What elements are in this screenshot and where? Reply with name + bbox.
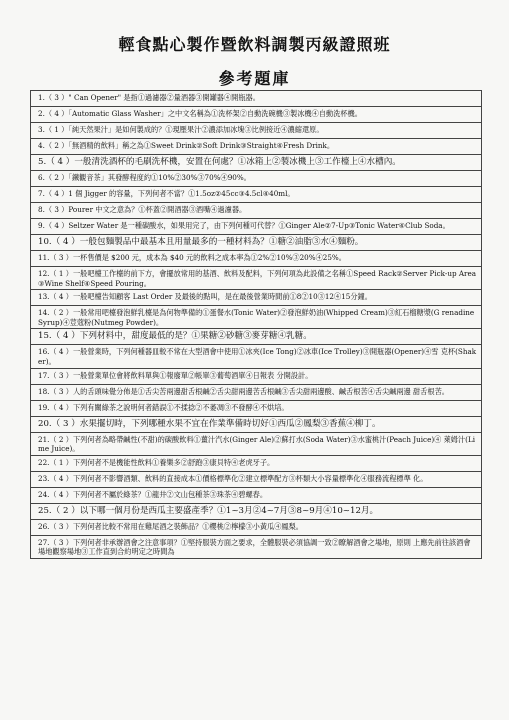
question-text: 23.（ 4 ）下列何者不影響酒類、飲料的直接成本①價格標準化②建立標準配方③杯類大小容量標準化④服務流程標準 化。	[31, 471, 482, 487]
question-text: 22.（ 1 ）下列何者不是機能性飲料①養樂多②舒跑③康貝特④老虎牙子。	[31, 455, 482, 471]
question-text: 25.（ 2 ）以下哪一個月份是西瓜主要盛產季？①1~3月②4~7月③8~9月④10~12月。	[31, 503, 482, 519]
question-row	[31, 455, 482, 471]
question-text: 12.（ 1 ）一般吧檯工作檯的前下方，會擺放常用的基酒、飲料及配料，下列何項為此設備之名稱①Speed Rack②Server Pick-up Area③Wine Shelf④Speed Pouring。	[31, 267, 482, 290]
question-row	[31, 329, 482, 345]
question-row	[31, 107, 482, 123]
question-text: 13.（ 4 ）一般吧檯告知顧客 Last Order 及最後的點叫，是在最後營業時間前①8②10③12④15分鐘。	[31, 290, 482, 306]
question-text: 5.（ 4 ）一般清洗酒杯的毛刷洗杯機，安置在何處？①冰箱上②製冰機上③工作檯上④水槽內。	[31, 155, 482, 171]
question-text: 24.（ 4 ）下列何者不屬於綠茶？①龍井②文山包種茶③珠茶④碧螺春。	[31, 487, 482, 503]
question-row	[31, 384, 482, 400]
question-row	[31, 203, 482, 219]
question-text: 7.（ 4 ）1 個 Jigger 的容量，下列何者不當？①1.5oz②45cc③4.5cl④40ml。	[31, 187, 482, 203]
question-row	[31, 139, 482, 155]
question-text: 2.（ 4 ）「Automatic Glass Washer」之中文名稱為①洗杯架②自動洗碗機③製冰機④自動洗杯機。	[31, 107, 482, 123]
question-row	[31, 290, 482, 306]
question-row	[31, 519, 482, 535]
question-row	[31, 267, 482, 290]
question-text: 11.（ 3 ）一杯售價是 $200 元，成本為 $40 元的飲料之成本率為①2%②10%③20%④25%。	[31, 251, 482, 267]
question-text: 6.（ 2 ）「鐵觀音茶」其發酵程度約①10%②30%③70%④90%。	[31, 171, 482, 187]
question-row	[31, 91, 482, 107]
question-text: 19.（ 4 ）下列有關綠茶之說明何者錯誤①不揉捻②不萎凋③不發酵④不烘培。	[31, 400, 482, 416]
question-row	[31, 251, 482, 267]
question-text: 21.（ 2 ）下列何者為略帶鹹性(不甜)的碳酸飲料①薑汁汽水(Ginger Ale)②蘇打水(Soda Water)③水蜜桃汁(Peach Juice)④ 萊姆汁(Lime Juice)。	[31, 432, 482, 455]
question-row	[31, 368, 482, 384]
question-text: 15.（ 4 ）下列材料中，甜度最低的是？①果糖②砂糖③麥芽糖④乳糖。	[31, 329, 482, 345]
question-row	[31, 503, 482, 519]
question-text: 14.（ 2 ）一般常用吧檯發泡鮮乳檯是為何物準備的①蛋餐水(Tonic Water)②發泡鮮奶油(Whipped Cream)③紅石榴糖漿(G renadine Syrup)④荳蔻粉(Nutmeg Powder)。	[31, 306, 482, 329]
question-text: 10.（ 4 ）一般包麵製品中最基本且用量最多的一種材料為？①糖②油脂③水④麵粉。	[31, 235, 482, 251]
question-row	[31, 416, 482, 432]
question-row	[31, 432, 482, 455]
question-row	[31, 400, 482, 416]
question-text: 16.（ 4 ）一般營業時，下列何種器皿較不常在大型酒會中使用①冰夾(Ice Tong)②冰車(Ice Trolley)③開瓶器(Opener)④雪 克杯(Shaker)。	[31, 345, 482, 368]
question-row	[31, 535, 482, 558]
question-row	[31, 235, 482, 251]
question-text: 27.（ 3 ）下列何者非承辦酒會之注意事項？①堅持服裝方面之要求，全體服裝必須協調一致②瞭解酒會之場地，原則 上應先前往該酒會場地觀察場地③工作直到合約明定之時間為	[31, 535, 482, 558]
document-subtitle: 參考題庫	[218, 69, 291, 88]
question-text: 20.（ 3 ）水果擺切時，下列哪種水果不宜在作業準備時切好①西瓜②鳳梨③香蕉④柳丁。	[31, 416, 482, 432]
question-text: 1.（ 3 ）" Can Opener" 是指①過濾器②量酒器③開罐器④開瓶器。	[31, 91, 482, 107]
question-text: 8.（ 3 ）Pourer 中文之意為？①杯蓋②開酒器③酒嘴④過濾器。	[31, 203, 482, 219]
document-title: 輕食點心製作暨飲料調製丙級證照班	[118, 35, 391, 54]
question-text: 9.（ 4 ）Seltzer Water 是一種碳酸水，如果用完了，由下列何種可代替？①Ginger Ale②7-Up③Tonic Water④Club Soda。	[31, 219, 482, 235]
question-text: 18.（ 3 ）人的舌頭味覺分佈是①舌尖苦兩邊甜舌根鹹②舌尖甜兩邊苦舌根鹹③舌尖甜兩邊酸、鹹舌根苦④舌尖鹹兩邊 甜舌根苦。	[31, 384, 482, 400]
question-table	[30, 90, 482, 559]
question-row	[31, 123, 482, 139]
question-row	[31, 219, 482, 235]
question-row	[31, 471, 482, 487]
question-text: 17.（ 3 ）一般營業單位會將飲料單與①報廢單②帳單③葡萄酒單④日報表 分開設計。	[31, 368, 482, 384]
question-row	[31, 306, 482, 329]
question-row	[31, 487, 482, 503]
question-text: 3.（ 1 ）「純天然果汁」是如何製成的？①現壓果汁②濃添加冰塊③比例接近④濃縮還原。	[31, 123, 482, 139]
question-row	[31, 345, 482, 368]
question-text: 4.（ 2 ）「無酒精的飲料」稱之為①Sweet Drink②Soft Drink③Straight④Fresh Drink。	[31, 139, 482, 155]
question-text: 26.（ 3 ）下列何者比較不常用在雞尾酒之裝飾品？①櫻桃②檸檬③小黃瓜④鳳梨。	[31, 519, 482, 535]
question-row	[31, 187, 482, 203]
question-row	[31, 171, 482, 187]
question-row	[31, 155, 482, 171]
